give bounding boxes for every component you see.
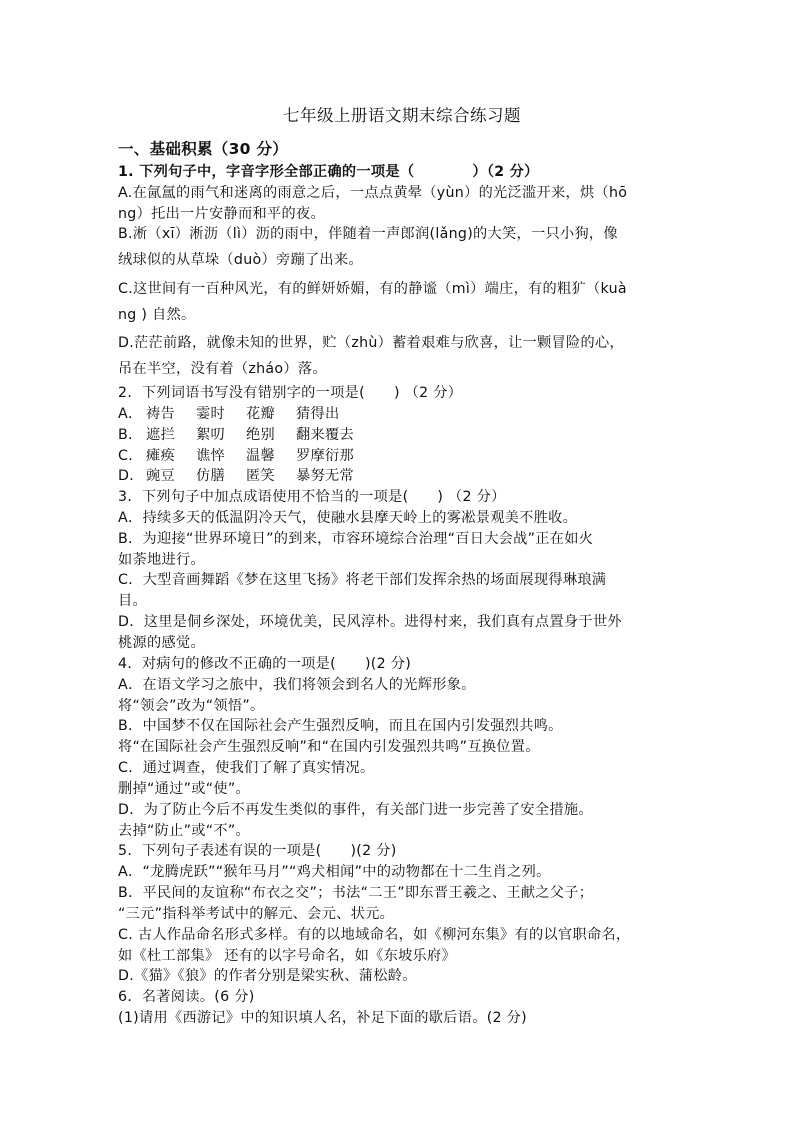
- page-title: 七年级上册语文期末综合练习题: [283, 106, 521, 125]
- question-3: 3．下列句子中加点成语使用不恰当的一项是( ) （2 分）: [118, 489, 506, 505]
- question-6-part-1: (1)请用《西游记》中的知识填人名，补足下面的歇后语。(2 分): [118, 1010, 527, 1026]
- q3-option-d-line2: 桃源的感觉。: [118, 635, 205, 651]
- q4-option-d: D．为了防止今后不再发生类似的事件，有关部门进一步完善了安全措施。: [118, 802, 593, 818]
- q4-option-c: C．通过调查，使我们了解了真实情况。: [118, 760, 375, 776]
- q1-option-a-line1: A.在氤氲的雨气和迷离的雨意之后，一点点黄晕（yùn）的光泛滥开来，烘（hō: [118, 185, 628, 201]
- q5-option-d: D.《猫》《狼》的作者分别是梁实秋、蒲松龄。: [118, 968, 417, 984]
- q5-option-c-line1: C. 古人作品命名形式多样。有的以地域命名，如《柳河东集》有的以官职命名，: [118, 927, 631, 943]
- option-word: 谯悴: [196, 448, 225, 464]
- q3-option-c-line2: 目。: [118, 593, 147, 609]
- option-word: 豌豆: [146, 468, 175, 484]
- q3-option-c-line1: C．大型音画舞蹈《梦在这里飞扬》将老干部们发挥余热的场面展现得琳琅满: [118, 572, 607, 588]
- q2-option-b: [118, 425, 354, 445]
- q1-option-d-line2: 吊在半空，没有着（zháo）落。: [118, 361, 327, 377]
- question-6: 6．名著阅读。(6 分): [118, 989, 255, 1005]
- q2-option-a: [118, 404, 339, 424]
- option-label: C．: [118, 448, 143, 464]
- q2-option-c: [118, 446, 354, 466]
- option-word: 温馨: [246, 448, 275, 464]
- option-word: 絮叨: [196, 427, 225, 443]
- q1-option-d-line1: D.茫茫前路，就像未知的世界，贮（zhù）蓄着艰难与欣喜，让一颗冒险的心，: [118, 335, 624, 351]
- option-word: 霎时: [196, 406, 225, 422]
- question-5: 5．下列句子表述有误的一项是( )(2 分): [118, 843, 397, 859]
- question-2: 2．下列词语书写没有错别字的一项是( ) （2 分）: [118, 385, 463, 401]
- q4-option-b-fix: 将“在国际社会产生强烈反响”和“在国内引发强烈共鸣”互换位置。: [118, 739, 540, 755]
- q4-option-c-fix: 删掉“通过”或“使”。: [118, 781, 251, 797]
- q4-option-b: B．中国梦不仅在国际社会产生强烈反响，而且在国内引发强烈共鸣。: [118, 718, 563, 734]
- q5-option-a: A．“龙腾虎跃”“猴年马月”“鸡犬相闻”中的动物都在十二生肖之列。: [118, 864, 551, 880]
- q1-option-b-line1: B.淅（xī）淅沥（lì）沥的雨中，伴随着一声郎润(lǎng)的大笑，一只小狗，像: [118, 226, 618, 242]
- option-word: 猜得出: [296, 406, 340, 422]
- q1-option-c-line1: C.这世间有一百种风光，有的鲜妍娇媚，有的静谧（mì）端庄，有的粗犷（kuà: [118, 281, 627, 297]
- option-label: B．: [118, 427, 143, 443]
- q3-option-d-line1: D．这里是侗乡深处，环境优美，民风淳朴。进得村来，我们真有点置身于世外: [118, 614, 622, 630]
- option-word: 罗摩衍那: [296, 448, 354, 464]
- q5-option-b-line1: B．平民间的友谊称“布衣之交”；书法“二王”即东晋王羲之、王献之父子；: [118, 885, 594, 901]
- option-word: 翻来覆去: [296, 427, 354, 443]
- option-word: 遮拦: [146, 427, 175, 443]
- q4-option-d-fix: 去掉“防止”或“不”。: [118, 823, 251, 839]
- q2-option-d: [118, 466, 354, 486]
- q5-option-b-line2: “三元”指科举考试中的解元、会元、状元。: [118, 906, 395, 922]
- q1-option-c-line2: ng ) 自然。: [118, 307, 196, 323]
- option-word: 暴努无常: [296, 468, 354, 484]
- option-word: 祷告: [146, 406, 175, 422]
- option-word: 瘫痪: [146, 448, 175, 464]
- question-1: 1. 下列句子中，字音字形全部正确的一项是（ ）（2 分）: [118, 164, 539, 180]
- q4-option-a: A．在语文学习之旅中，我们将领会到名人的光辉形象。: [118, 677, 476, 693]
- option-label: A．: [118, 406, 143, 422]
- option-word: 绝别: [246, 427, 275, 443]
- option-word: 仿膳: [196, 468, 225, 484]
- q3-option-b-line1: B．为迎接“世界环境日”的到来，市容环境综合治理“百日大会战”正在如火: [118, 531, 594, 547]
- option-word: 匿笑: [246, 468, 275, 484]
- question-4: 4．对病句的修改不正确的一项是( )(2 分): [118, 656, 412, 672]
- section-heading: 一、基础积累（30 分）: [118, 140, 289, 158]
- q3-option-b-line2: 如荼地进行。: [118, 552, 205, 568]
- option-label: D．: [118, 468, 144, 484]
- q1-option-a-line2: ng）托出一片安静而和平的夜。: [118, 206, 325, 222]
- q3-option-a: A．持续多天的低温阴冷天气，使融水县摩天岭上的雾凇景观美不胜收。: [118, 510, 578, 526]
- q5-option-c-line2: 如《杜工部集》 还有的以字号命名，如《东坡乐府》: [118, 948, 457, 964]
- q1-option-b-line2: 绒球似的从草垛（duò）旁蹦了出来。: [118, 252, 363, 268]
- q4-option-a-fix: 将“领会”改为“领悟”。: [118, 698, 265, 714]
- option-word: 花瓣: [246, 406, 275, 422]
